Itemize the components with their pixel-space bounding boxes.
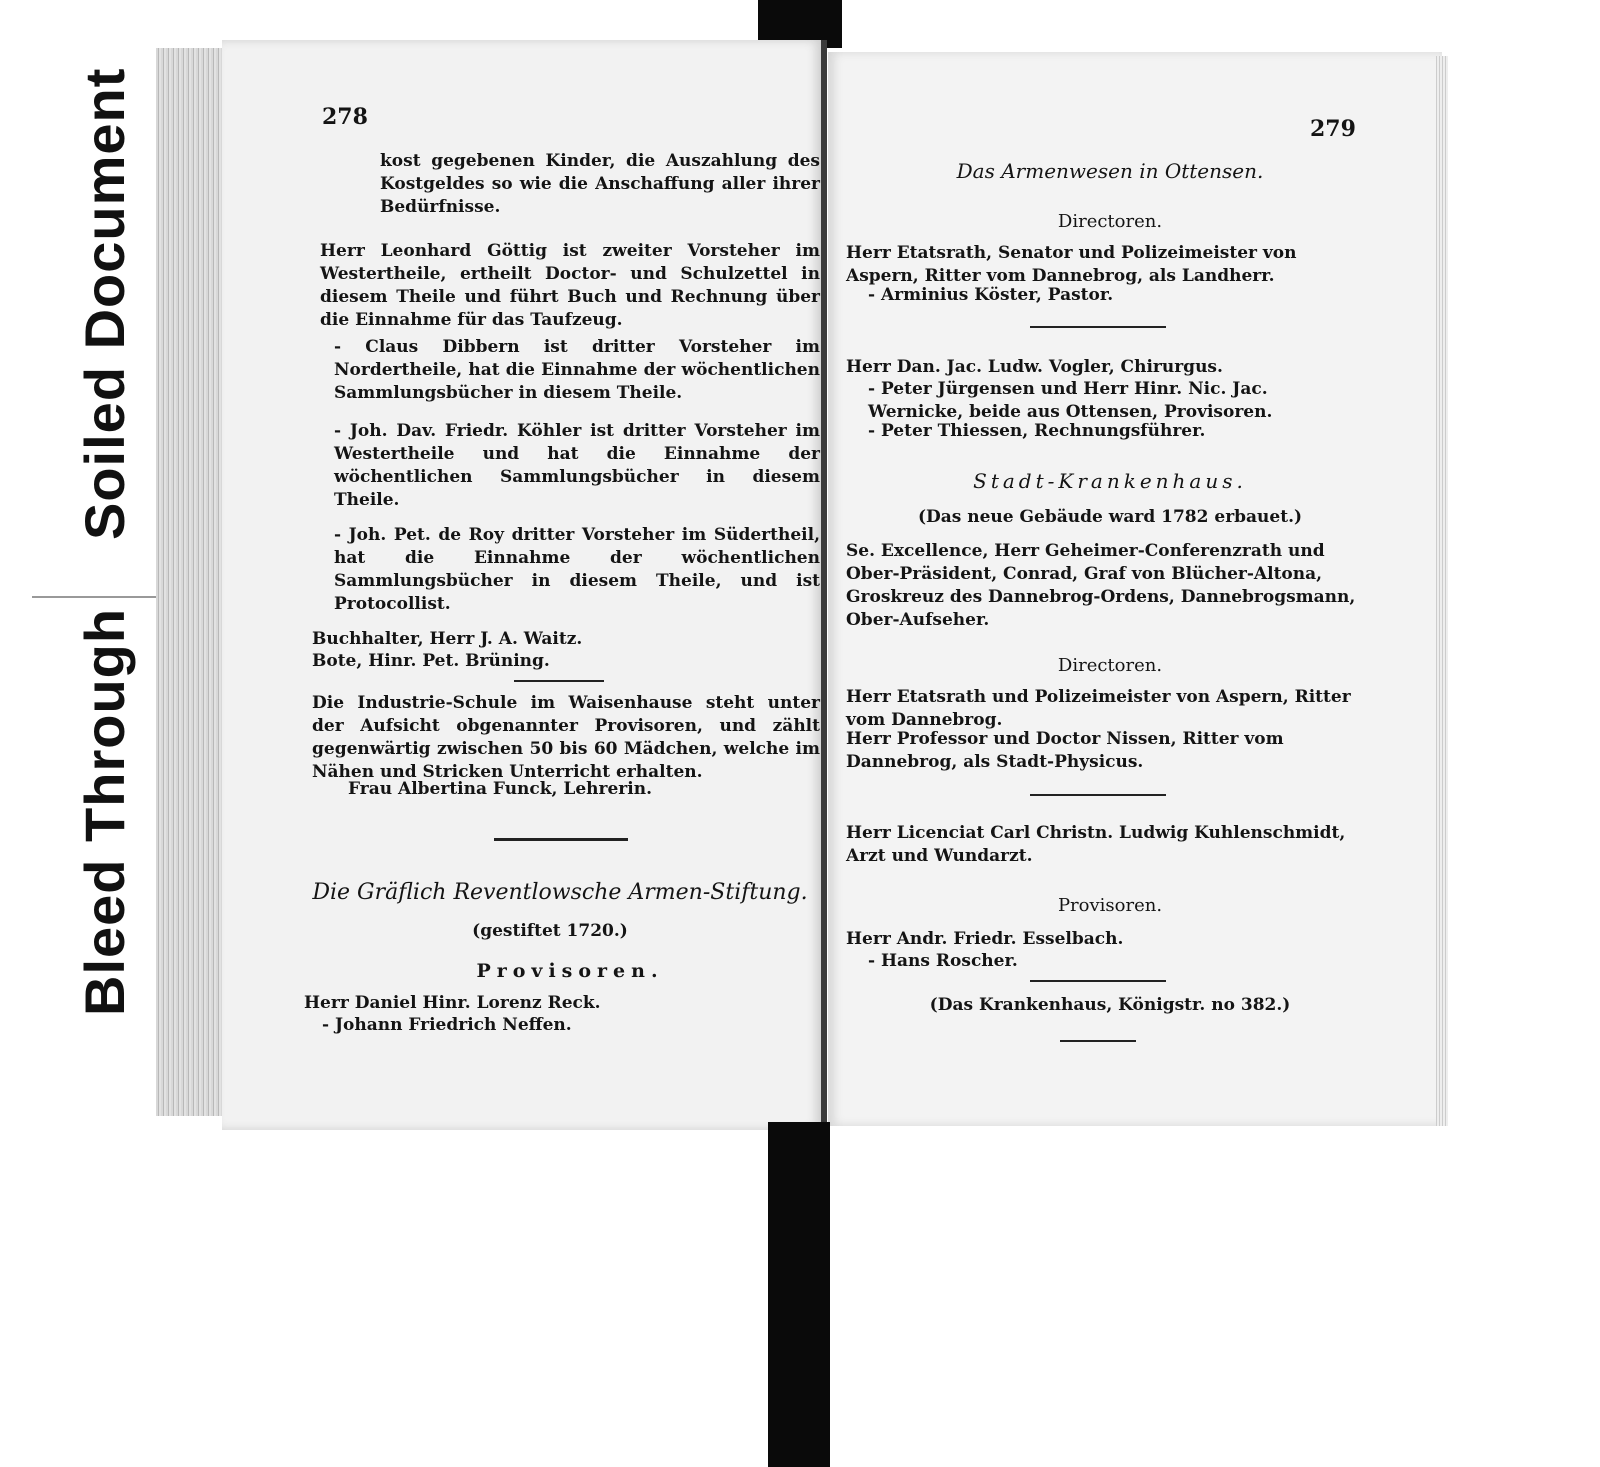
label-soiled-document: Soiled Document bbox=[73, 68, 136, 541]
buchhalter-line: Buchhalter, Herr J. A. Waitz. bbox=[312, 629, 583, 649]
director-2: - Arminius Köster, Pastor. bbox=[868, 285, 1114, 305]
rechnungsfuehrer-line: - Peter Thiessen, Rechnungsführer. bbox=[868, 421, 1206, 441]
left-paragraph-3: - Claus Dibbern ist dritter Vorsteher im Nordertheile, hat die Einnahme der wöchentlichen Sammlungsbücher in diesem Theile. bbox=[334, 337, 820, 403]
label-bleed-through: Bleed Through bbox=[73, 608, 136, 1017]
stiftung-provisor-1: Herr Daniel Hinr. Lorenz Reck. bbox=[304, 993, 601, 1013]
director-3: Herr Etatsrath und Polizeimeister von Aspern, Ritter vom Dannebrog. bbox=[846, 687, 1351, 730]
right-title: Das Armenwesen in Ottensen. bbox=[956, 159, 1264, 183]
excellence-paragraph: Se. Excellence, Herr Geheimer-Conferenzrath und Ober-Präsident, Conrad, Graf von Blücher-Altona, Groskreuz des Dannebrog-Ordens, Dannebrogsmann, Ober-Aufseher. bbox=[846, 541, 1356, 630]
director-1: Herr Etatsrath, Senator und Polizeimeister von Aspern, Ritter vom Dannebrog, als Landherr. bbox=[846, 243, 1297, 286]
lehrerin-line: Frau Albertina Funck, Lehrerin. bbox=[348, 779, 652, 799]
krankenhaus-address: (Das Krankenhaus, Königstr. no 382.) bbox=[929, 995, 1291, 1015]
left-paragraph-2: Herr Leonhard Göttig ist zweiter Vorsteher im Westertheile, ertheilt Doctor- und Schulzettel in diesem Theile und führt Buch und Rechnung über die Einnahme für das Taufzeug. bbox=[320, 241, 820, 330]
left-rule-2 bbox=[494, 838, 628, 841]
bote-line: Bote, Hinr. Pet. Brüning. bbox=[312, 651, 550, 671]
page-edge-left bbox=[156, 48, 226, 1116]
page-number-right: 279 bbox=[1310, 116, 1356, 142]
label-strip bbox=[32, 68, 160, 1068]
left-paragraph-5: - Joh. Pet. de Roy dritter Vorsteher im Südertheil, hat die Einnahme der wöchentlichen Sammlungsbücher in diesem Theile, und ist Protocollist. bbox=[334, 525, 820, 614]
right-rule-4 bbox=[1060, 1040, 1136, 1042]
label-divider bbox=[32, 596, 160, 598]
directoren-heading-2: Directoren. bbox=[1057, 655, 1163, 676]
directoren-heading-1: Directoren. bbox=[1057, 211, 1163, 232]
right-rule-3 bbox=[1030, 980, 1166, 982]
stiftung-heading: Die Gräflich Reventlowsche Armen-Stiftung. bbox=[312, 880, 808, 905]
left-paragraph-4: - Joh. Dav. Friedr. Köhler ist dritter Vorsteher im Westertheile und hat die Einnahme der wöchentlichen Sammlungsbücher in diesem Theile. bbox=[334, 421, 820, 510]
page-edge-right bbox=[1436, 56, 1448, 1126]
left-paragraph-1: kost gegebenen Kinder, die Auszahlung des Kostgeldes so wie die Anschaffung aller ihrer Bedürfnisse. bbox=[380, 151, 820, 217]
arzt-line: Herr Licenciat Carl Christn. Ludwig Kuhlenschmidt, Arzt und Wundarzt. bbox=[846, 823, 1346, 866]
stiftung-provisoren-heading: Provisoren. bbox=[476, 960, 664, 982]
right-rule-1 bbox=[1030, 326, 1166, 328]
chirurgus-line: Herr Dan. Jac. Ludw. Vogler, Chirurgus. bbox=[846, 357, 1223, 377]
left-paragraph-6: Die Industrie-Schule im Waisenhause steht unter der Aufsicht obgenannter Provisoren, und zählt gegenwärtig zwischen 50 bis 60 Mädchen, welche im Nähen und Stricken Unterricht erhalten. bbox=[312, 693, 820, 782]
stiftung-provisor-2: - Johann Friedrich Neffen. bbox=[322, 1015, 572, 1035]
right-rule-2 bbox=[1030, 794, 1166, 796]
provisor-right-2: - Hans Roscher. bbox=[868, 951, 1018, 971]
spine-bottom bbox=[768, 1122, 830, 1467]
provisoren-line: - Peter Jürgensen und Herr Hinr. Nic. Jac. Wernicke, beide aus Ottensen, Provisoren. bbox=[868, 379, 1273, 422]
provisoren-heading-right: Provisoren. bbox=[1057, 895, 1163, 916]
provisor-right-1: Herr Andr. Friedr. Esselbach. bbox=[846, 929, 1124, 949]
krankenhaus-heading: Stadt-Krankenhaus. bbox=[973, 469, 1247, 493]
krankenhaus-built: (Das neue Gebäude ward 1782 erbauet.) bbox=[917, 507, 1303, 527]
stiftung-founded: (gestiftet 1720.) bbox=[472, 921, 628, 941]
director-4: Herr Professor und Doctor Nissen, Ritter vom Dannebrog, als Stadt-Physicus. bbox=[846, 729, 1284, 772]
page-number-left: 278 bbox=[322, 104, 368, 130]
left-rule-1 bbox=[514, 680, 604, 682]
